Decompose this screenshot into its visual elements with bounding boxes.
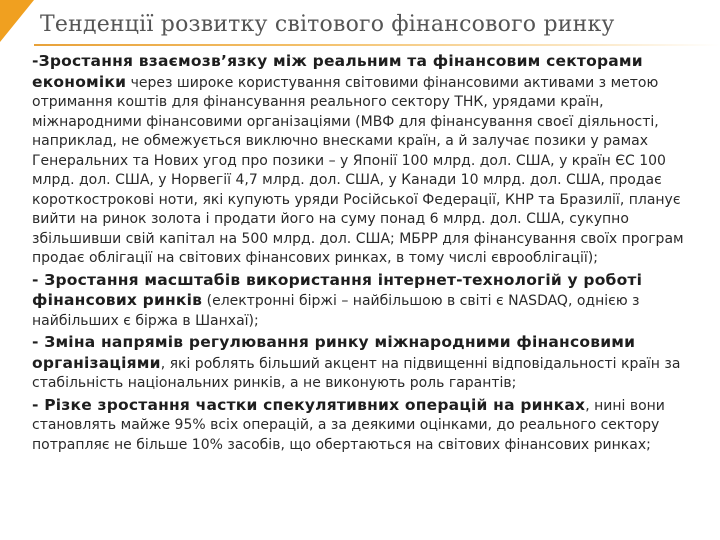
bullet-heading: - Зростання масштабів використання інтернет-технологій у роботі фінансових ринків [32,270,643,309]
bullet-item [32,52,696,269]
bullet-heading: -Зростання взаємозв’язку між реальним та фінансовим секторами економіки [32,52,643,91]
bullet-text: , нині вони становлять майже 95% всіх операцій, а за деякими оцінками, до реального сектору потрапляє не більше 10% засобів, що обертаються на світових фінансових ринках; [32,397,665,453]
bullet-text: (електронні біржі – найбільшою в світі є NASDAQ, однією з найбільших є біржа в Шанхаї); [32,293,640,329]
bullet-heading: - Різке зростання частки спекулятивних операцій на ринках [32,395,586,414]
corner-accent [0,0,34,42]
slide-title: Тенденції розвитку світового фінансового ринку [40,12,615,37]
bullet-heading: - Зміна напрямів регулювання ринку міжнародними фінансовими організаціями [32,333,636,372]
bullet-text: через широке користування світовими фінансовими активами з метою отримання коштів для фінансування реального сектору ТНК, урядами країн, міжнародними фінансовими організаціями (МВФ для фінансування своєї діяльності, наприклад, не обмежується виключно внесками країн, а й залучає позики у рамах Генеральних та Нових угод про позики – у Японії 100 млрд. дол. США, у країн ЄС 100 млрд. дол. США, у Норвегії 4,7 млрд. дол. США, у Канади 10 млрд. дол. США, продає короткострокові ноти, які купують уряди Російської Федерації, КНР та Бразилії, планує вийти на ринок золота і продати його на суму понад 6 млрд. дол. США, сукупно збільшивши свій капітал на 500 млрд. дол. США; МБРР для фінансування своїх програм продає облігації на світових фінансових ринках, в тому числі єврооблігації); [32,74,684,266]
bullet-item [32,333,696,394]
bullet-item [32,271,696,332]
bullet-text: , які роблять більший акцент на підвищенні відповідальності країн за стабільність національних ринків, а не виконують роль гарантів; [32,355,681,391]
bullet-item [32,396,696,456]
slide-body [32,52,696,457]
slide-header [0,0,720,48]
title-underline [34,44,720,46]
